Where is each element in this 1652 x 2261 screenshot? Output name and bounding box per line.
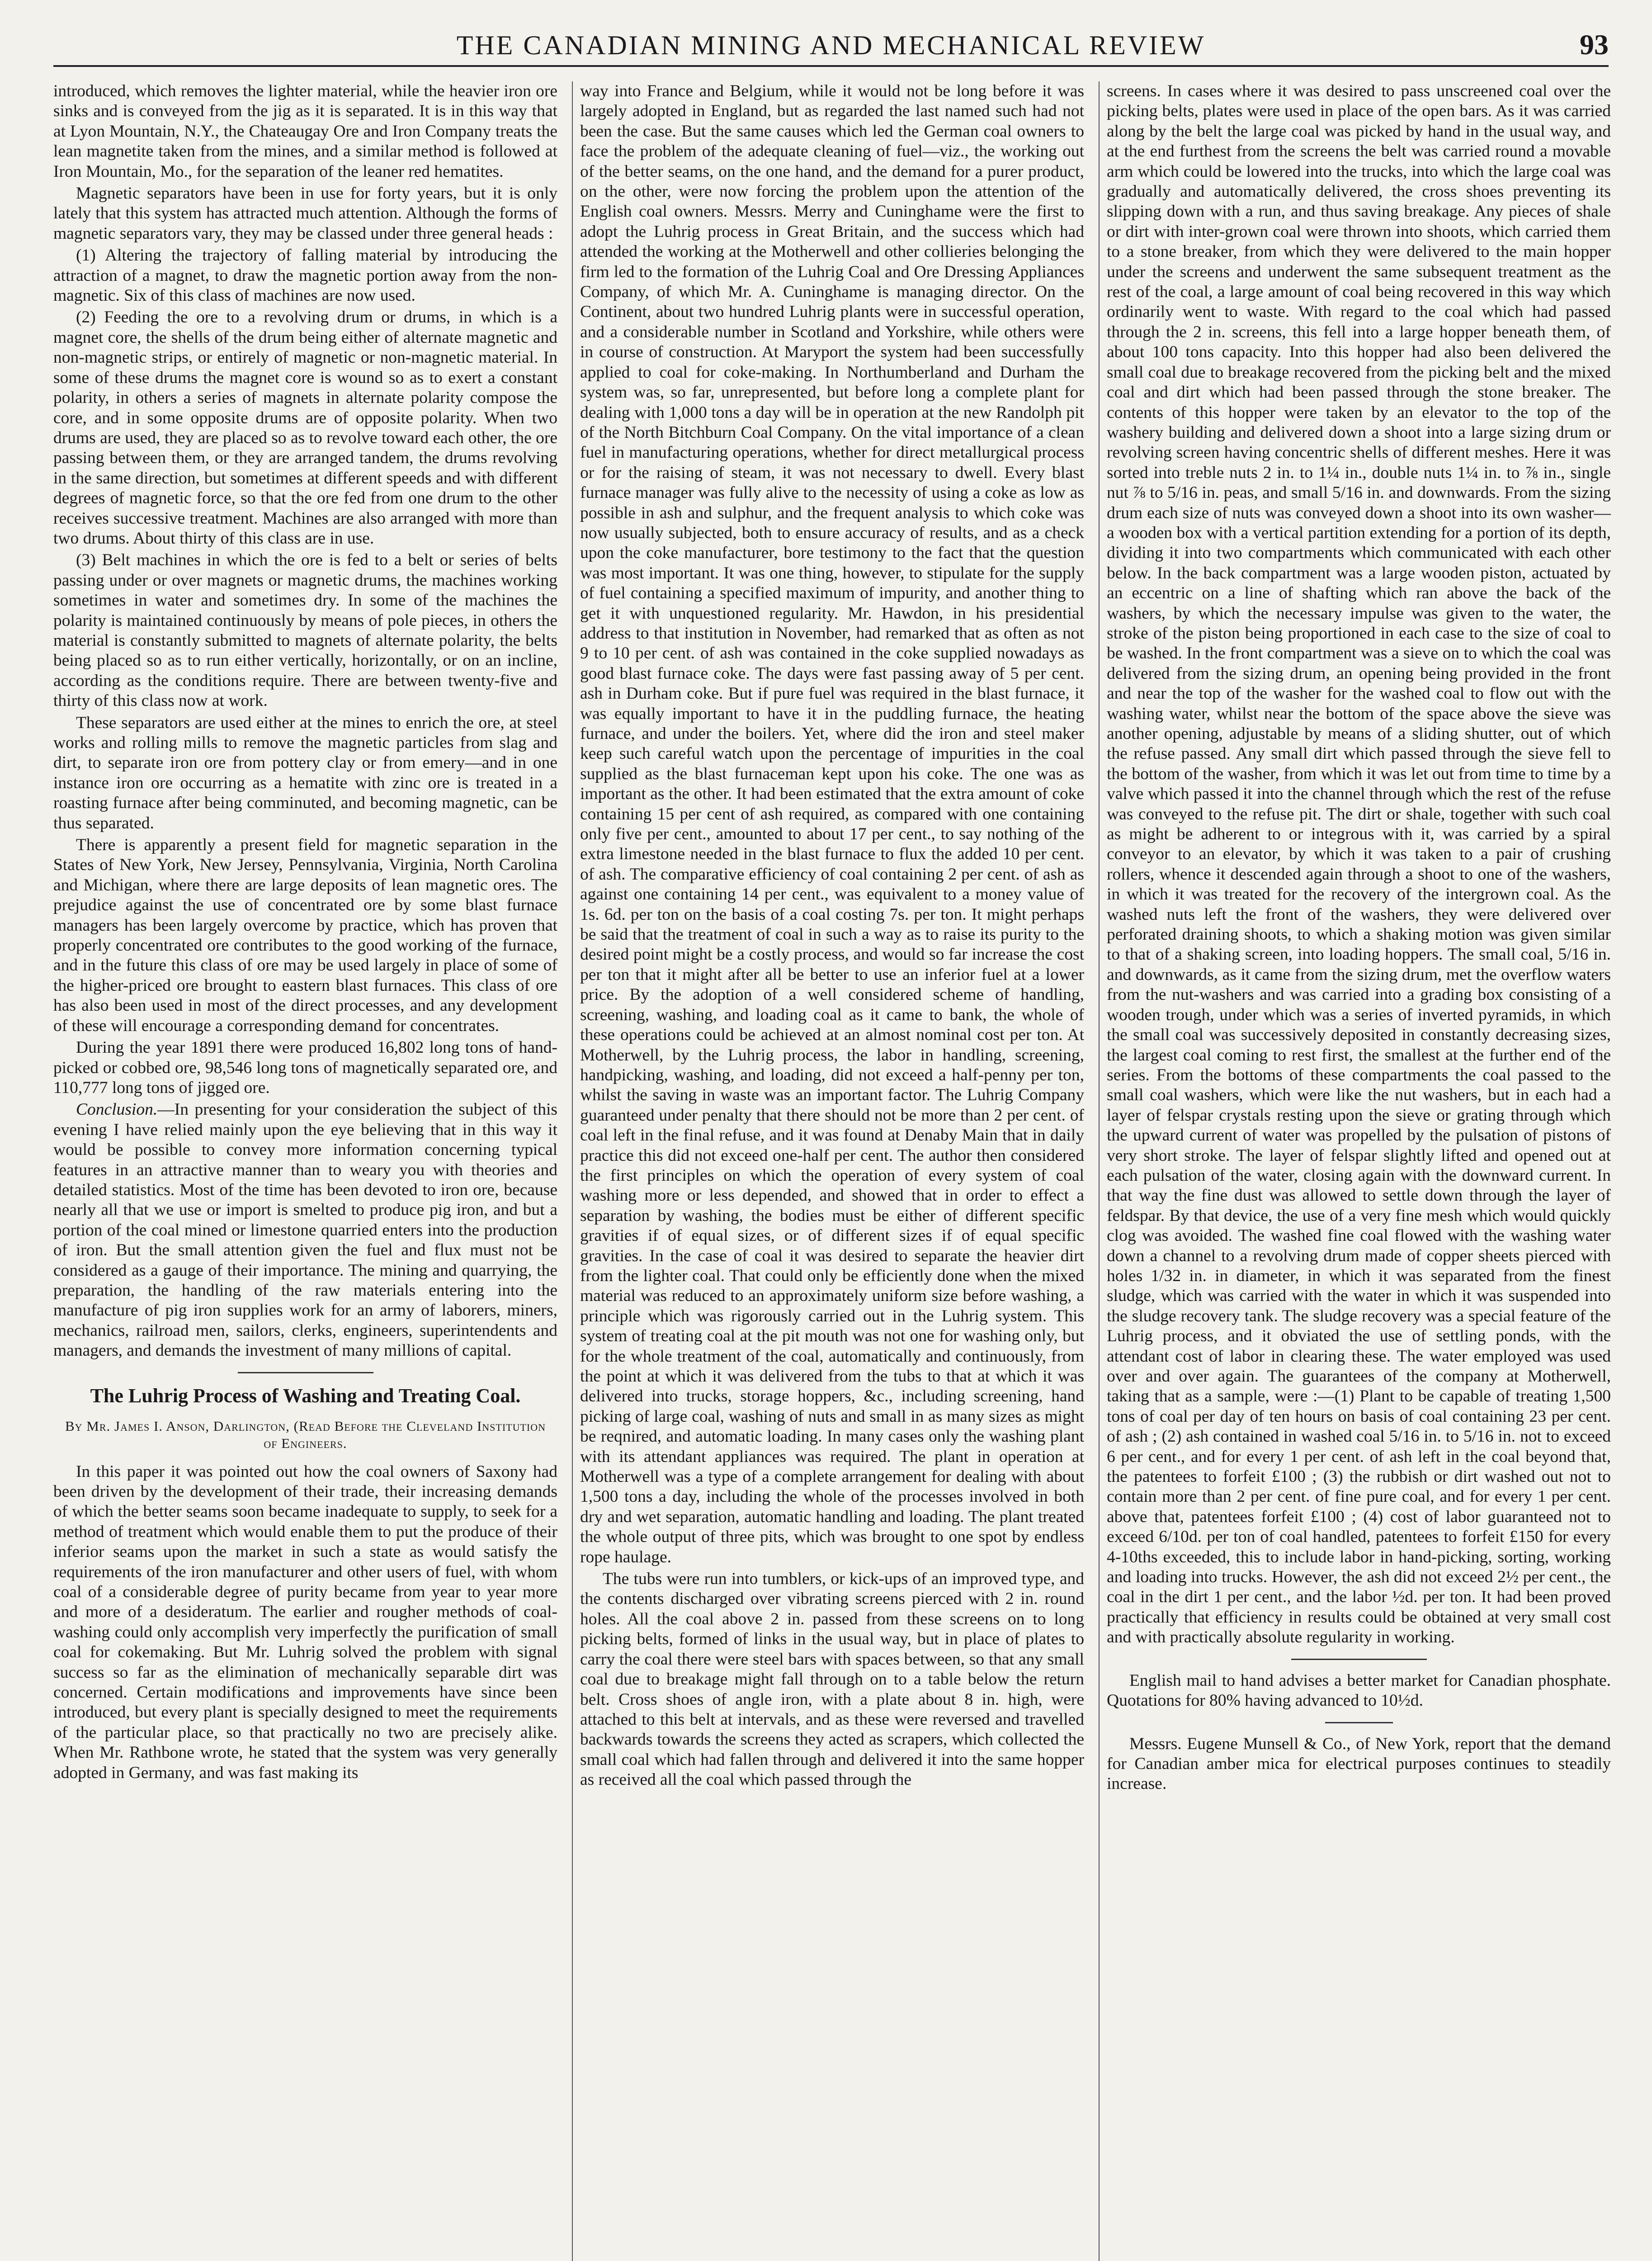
column-3 — [1107, 81, 1611, 2261]
paragraph: screens. In cases where it was desired to pass unscreened coal over the picking belts, plates were used in place of the open bars. As it was carried along by the belt the large coal was picked by hand in the usual way, and at the end furthest from the screens the belt was carried round a movable arm which could be lowered into the trucks, into which the large coal was gradually and automatically delivered, the cross shoes preventing its slipping down with a run, and thus saving breakage. Any pieces of shale or dirt with inter-grown coal were thrown into shoots, which carried them to a stone breaker, from which they were delivered to the main hopper under the screens and underwent the same subsequent treatment as the rest of the coal, a large amount of coal being recovered in this way which ordinarily went to waste. With regard to the coal which had passed through the 2 in. screens, this fell into a large hopper beneath them, of about 100 tons capacity. Into this hopper had also been delivered the small coal due to breakage recovered from the picking belt and the mixed coal and dirt which had been passed through the stone breaker. The contents of this hopper were taken by an elevator to the top of the washery building and delivered down a shoot into a large sizing drum or revolving screen having concentric shells of different meshes. Here it was sorted into treble nuts 2 in. to 1¼ in., double nuts 1¼ in. to ⅞ in., single nut ⅞ to 5/16 in. peas, and small 5/16 in. and downwards. From the sizing drum each size of nuts was conveyed down a shoot into its own washer—a wooden box with a vertical partition extending for a portion of its depth, dividing it into two compartments which communicated with each other below. In the back compartment was a large wooden piston, actuated by an eccentric on a line of shafting which ran above the back of the washers, by which the necessary impulse was given to the water, the stroke of the piston being proportioned in each case to the size of coal to be washed. In the front compartment was a sieve on to which the coal was delivered from the sizing drum, an opening being provided in the front and near the top of the washer for the washed coal to flow out with the washing water, whilst near the bottom of the space above the sieve was another opening, adjustable by means of a sliding shutter, out of which the refuse passed. Any small dirt which passed through the sieve fell to the bottom of the washer, from which it was let out from time to time by a valve which passed it into the channel through which the rest of the refuse was conveyed to the refuse pit. The dirt or shale, together with such coal as might be adherent to or integrous with it, was carried by a spiral conveyor to an elevator, by which it was taken to a pair of crushing rollers, whence it descended again through a shoot to one of the washers, in which it was treated for the recovery of the intergrown coal. As the washed nuts left the front of the washers, they were delivered over perforated draining shoots, to which a shaking motion was given similar to that of a shaking screen, into loading hoppers. The small coal, 5/16 in. and downwards, as it came from the sizing drum, met the overflow waters from the nut-washers and was carried into a grading box consisting of a wooden trough, under which was a series of inverted pyramids, in which the small coal was successively deposited in constantly decreasing sizes, the largest coal coming to rest first, the smallest at the further end of the series. From the bottoms of these compartments the coal passed to the small coal washers, which were like the nut washers, but in each had a layer of felspar crystals resting upon the sieve or grating through which the upward current of water was propelled by the pulsation of pistons of very short stroke. The layer of felspar slightly lifted and opened out at each pulsation of the water, closing again with the downward current. In that way the fine dust was allowed to settle down through the layer of feldspar. By that device, the use of a very fine mesh which would quickly clog was avoided. The washed fine coal flowed with the washing water down a channel to a revolving drum made of copper sheets pierced with holes 1/32 in. in diameter, in which it was separated from the finest sludge, which was carried with the water in which it was suspended into the sludge recovery tank. The sludge recovery was a special feature of the Luhrig process, and it obviated the use of settling ponds, with the attendant cost of labor in clearing these. The water employed was used over and over again. The guarantees of the company at Motherwell, taking that as a sample, were :—(1) Plant to be capable of treating 1,500 tons of coal per day of ten hours on basis of coal containing 23 per cent. of ash ; (2) ash contained in washed coal 5/16 in. to 5/16 in. not to exceed 6 per cent., and for every 1 per cent. of ash left in the coal beyond that, the patentees to forfeit £100 ; (3) the rubbish or dirt washed out not to contain more than 2 per cent. of fine pure coal, and for every 1 per cent. above that, patentees forfeit £100 ; (4) cost of labor guaranteed not to exceed 6/10d. per ton of coal handled, patentees to forfeit £150 for every 4-10ths exceeded, this to include labor in hand-picking, sorting, working and loading into trucks. However, the ash did not exceed 2½ per cent., the coal in the dirt 1 per cent., and the labor ½d. per ton. It had been proved practically that efficiency in results could be obtained at very small cost and with practically absolute regularity in working. — [1107, 82, 1611, 1647]
page-header — [53, 20, 1609, 67]
column-divider — [1099, 81, 1100, 2261]
paragraph: (2) Feeding the ore to a revolving drum or drums, in which is a magnet core, the shells of the drum being either of alternate magnetic and non-magnetic strips, or entirely of magnetic or non-magnetic material. In some of these drums the magnet core is wound so as to exert a constant polarity, in others a series of magnets in alternate polarity compose the core, and in some opposite drums are of opposite polarity. When two drums are used, they are placed so as to revolve toward each other, the ore passing between them, or they are arranged tandem, the drums revolving in the same direction, but sometimes at different speeds and with different degrees of magnetic force, so that the ore fed from one drum to the other receives successive treatment. Machines are also arranged with more than two drums. About thirty of this class are in use. — [53, 308, 557, 548]
paragraph: During the year 1891 there were produced 16,802 long tons of hand-picked or cobbed ore, 98,546 long tons of magnetically separated ore, and 110,777 long tons of jigged ore. — [53, 1038, 557, 1097]
journal-title: THE CANADIAN MINING AND MECHANICAL REVIEW — [456, 30, 1206, 60]
section-rule — [1325, 1722, 1393, 1723]
paragraph: Magnetic separators have been in use for forty years, but it is only lately that this system has attracted much attention. Although the forms of magnetic separators vary, they may be classed under three general heads : — [53, 184, 557, 243]
paragraph: There is apparently a present field for magnetic separation in the States of New York, New Jersey, Pennsylvania, Virginia, North Carolina and Michigan, where there are large deposits of lean magnetic ores. The prejudice against the use of concentrated ore by some blast furnace managers has been largely overcome by practice, which has proven that properly concentrated ore contributes to the good working of the furnace, and in the future this class of ore may be used largely in place of some of the higher-priced ore brought to eastern blast furnaces. This class of ore has also been used in most of the direct processes, and any development of these will encourage a corresponding demand for concentrates. — [53, 836, 557, 1035]
news-item-phosphate: English mail to hand advises a better market for Canadian phosphate. Quotations for 80% having advanced to 10½d. — [1107, 1671, 1611, 1710]
paragraph: In this paper it was pointed out how the coal owners of Saxony had been driven by the development of their trade, their increasing demands of which the better seams soon became inadequate to supply, to seek for a method of treatment which would enable them to put the produce of their inferior seams upon the market in such a state as would satisfy the requirements of the iron manufacturer and other users of fuel, with whom coal of a considerable degree of purity became from year to year more and more of a desideratum. The earlier and rougher methods of coal-washing could only accomplish very imperfectly the purification of small coal for cokemaking. But Mr. Luhrig solved the problem with signal success so far as the elimination of mechanically separable dirt was concerned. Certain modifications and improvements have since been introduced, but every plant is specially designed to meet the requirements of the particular place, so that practically no two are precisely alike. When Mr. Rathbone wrote, he stated that the system was very generally adopted in Germany, and was fast making its — [53, 1462, 557, 1782]
conclusion-label: Conclusion. — [76, 1100, 158, 1119]
paragraph: (1) Altering the trajectory of falling material by introducing the attraction of a magnet, to draw the magnetic portion away from the non-magnetic. Six of this class of machines are now used. — [53, 246, 557, 305]
article-byline: By Mr. James I. Anson, Darlington, (Read Before the Cleveland Institution of Engineers. — [65, 1418, 546, 1451]
paragraph: The tubs were run into tumblers, or kick-ups of an improved type, and the contents discharged over vibrating screens pierced with 2 in. round holes. All the coal above 2 in. passed from these screens on to long picking belts, formed of links in the usual way, but in place of plates to carry the coal there were steel bars with spaces between, so that any small coal due to breakage might fall through on to a table below the return belt. Cross shoes of angle iron, with a plate about 8 in. high, were attached to this belt at intervals, and as these were reversed and travelled backwards towards the screens they acted as scrapers, which collected the small coal which had fallen through and delivered it into the same hopper as received all the coal which passed through the — [580, 1570, 1084, 1789]
conclusion-text: —In presenting for your consideration the subject of this evening I have relied mainly upon the eye believing that in this way it would be possible to convey more information concerning typical features in an attractive manner than to weary you with theories and detailed statistics. Most of the time has been devoted to iron ore, because nearly all that we use or import is smelted to produce pig iron, and but a portion of the coal mined or limestone quarried enters into the production of iron. But the small attention given the fuel and flux must not be considered as a gauge of their importance. The mining and quarrying, the preparation, the handling of the raw materials entering into the manufacture of pig iron supplies work for an army of laborers, miners, mechanics, railroad men, sailors, clerks, engineers, superintendents and managers, and demands the investment of many millions of capital. — [53, 1100, 557, 1360]
page-number: 93 — [1580, 28, 1609, 61]
conclusion-paragraph — [53, 1100, 557, 1361]
column-1 — [53, 81, 557, 2261]
column-2 — [580, 81, 1084, 2261]
section-rule — [238, 1372, 373, 1373]
paragraph: introduced, which removes the lighter material, while the heavier iron ore sinks and is conveyed from the jig as it is separated. It is in this way that at Lyon Mountain, N.Y., the Chateaugay Ore and Iron Company treats the lean magnetite taken from the mines, and a similar method is followed at Iron Mountain, Mo., for the separation of the leaner red hematites. — [53, 82, 557, 181]
paragraph: way into France and Belgium, while it would not be long before it was largely adopted in England, but as regarded the last named such had not been the case. But the same causes which led the German coal owners to face the problem of the adequate cleaning of fuel—viz., the working out of the better seams, on the one hand, and the demand for a purer product, on the other, were now forcing the problem upon the attention of the English coal owners. Messrs. Merry and Cuninghame were the first to adopt the Luhrig process in Great Britain, and the success which had attended the working at the Motherwell and other collieries belonging the firm led to the formation of the Luhrig Coal and Ore Dressing Appliances Company, of which Mr. A. Cuninghame is managing director. On the Continent, about two hundred Luhrig plants were in successful operation, and a considerable number in Scotland and Yorkshire, while others were in course of construction. At Maryport the system had been successfully applied to coal for coke-making. In Northumberland and Durham the system was, so far, unrepresented, but before long a complete plant for dealing with 1,000 tons a day will be in operation at the new Randolph pit of the North Bitchburn Coal Company. On the vital importance of a clean fuel in manufacturing operations, whether for direct metallurgical process or for the raising of steam, it was not necessary to dwell. Every blast furnace manager was fully alive to the necessity of using a coke as low as possible in ash and sulphur, and the frequent analysis to which coke was now usually subjected, both to ensure accuracy of results, and as a check upon the coke manufacturer, bore testimony to the fact that the question was most important. It was one thing, however, to stipulate for the supply of fuel containing a specified maximum of impurity, and another thing to get it with unquestioned regularity. Mr. Hawdon, in his presidential address to that institution in November, had remarked that as often as not 9 to 10 per cent. of ash was contained in the coke supplied nowadays as good blast furnace coke. The days were fast passing away of 5 per cent. ash in Durham coke. But if pure fuel was required in the blast furnace, it was equally important to have it in the puddling furnace, the heating furnace, and under the boilers. Yet, where did the iron and steel maker keep such careful watch upon the percentage of impurities in the coal supplied as the blast furnaceman kept upon his coke. The one was as important as the other. It had been estimated that the extra amount of coke containing 15 per cent of ash required, as compared with one containing only five per cent., amounted to about 17 per cent., to say nothing of the extra limestone needed in the blast furnace to flux the added 10 per cent. of ash. The comparative efficiency of coal containing 2 per cent. of ash as against one containing 14 per cent., was equivalent to a money value of 1s. 6d. per ton on the basis of a coal costing 7s. per ton. It might perhaps be said that the treatment of coal in such a way as to raise its purity to the desired point might be a costly process, and would so far increase the cost per ton that it might after all be better to use an inferior fuel at a lower price. By the adoption of a well considered scheme of handling, screening, washing, and loading coal as it came to bank, the whole of these operations could be achieved at an almost nominal cost per ton. At Motherwell, by the Luhrig process, the labor in handling, screening, handpicking, washing, and loading, did not exceed a half-penny per ton, whilst the saving in waste was an important factor. The Luhrig Company guaranteed under penalty that there should not be more than 2 per cent. of coal left in the final refuse, and it was found at Denaby Main that in daily practice this did not exceed one-half per cent. The author then considered the first principles on which the operation of every system of coal washing more or less depended, and showed that in order to effect a separation by washing, the bodies must be either of different specific gravities if of equal sizes, or of different sizes if of equal specific gravities. In the case of coal it was desired to separate the heavier dirt from the lighter coal. That could only be efficiently done when the mixed material was reduced to an approximately uniform size before washing, a principle which was rigorously carried out in the Luhrig system. This system of treating coal at the pit mouth was not one for washing only, but for the whole treatment of the coal, automatically and continuously, from the point at which it was delivered from the tubs to that at which it was delivered into trucks, storage hoppers, &c., including screening, hand picking of large coal, washing of nuts and small in as many sizes as might be reqnired, and automatic loading. In many cases only the washing plant with its attendant appliances was required. The plant in operation at Motherwell was a type of a complete arrangement for dealing with about 1,500 tons a day, including the whole of the processes involved in both dry and wet separation, automatic handling and loading. The plant treated the whole output of three pits, which was brought to one spot by endless rope haulage. — [580, 82, 1084, 1566]
paragraph: (3) Belt machines in which the ore is fed to a belt or series of belts passing under or over magnets or magnetic drums, the machines working sometimes in water and sometimes dry. In some of the machines the polarity is maintained continuously by means of pole pieces, in others the material is constantly submitted to magnets of alternate polarity, the belts being placed so as to run either vertically, horizontally, or on an incline, according as the conditions require. There are between twenty-five and thirty of this class now at work. — [53, 551, 557, 710]
column-divider — [572, 81, 573, 2261]
paragraph: These separators are used either at the mines to enrich the ore, at steel works and rolling mills to remove the magnetic particles from slag and dirt, to separate iron ore from pottery clay or from emery—and in one instance iron ore occurring as a hematite with zinc ore is treated in a roasting furnace after being comminuted, and becoming magnetic, can be thus separated. — [53, 713, 557, 833]
news-item-mica: Messrs. Eugene Munsell & Co., of New York, report that the demand for Canadian amber mica for electrical purposes continues to steadily increase. — [1107, 1734, 1611, 1793]
section-rule — [1291, 1659, 1427, 1660]
article-title: The Luhrig Process of Washing and Treating Coal. — [90, 1384, 521, 1407]
